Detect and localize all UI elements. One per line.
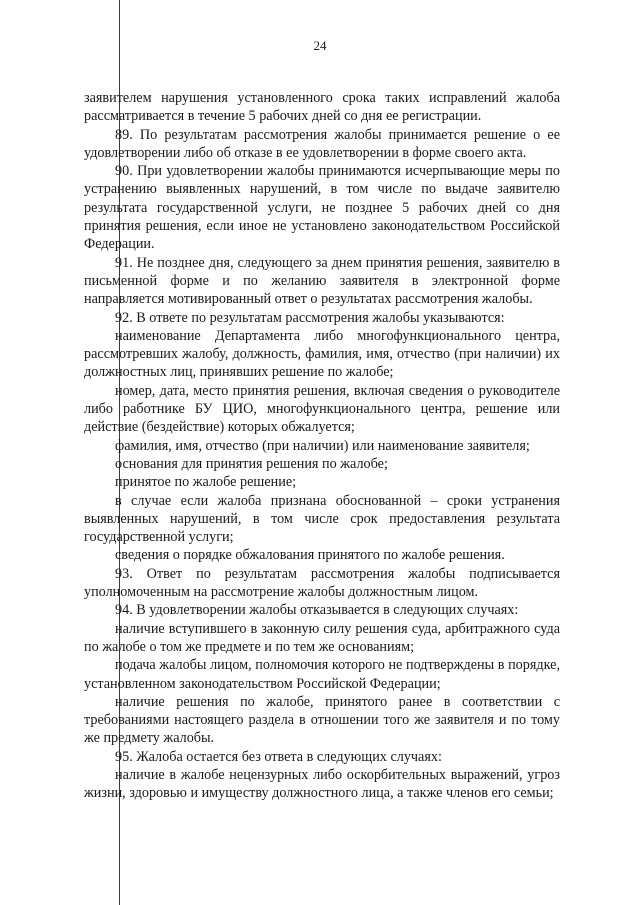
paragraph: наличие в жалобе нецензурных либо оскорбительных выражений, угроз жизни, здоровью и имуществу должностного лица, а также членов его семьи;: [84, 766, 560, 802]
paragraph: фамилия, имя, отчество (при наличии) или наименование заявителя;: [115, 437, 530, 454]
paragraph: наличие вступившего в законную силу решения суда, арбитражного суда по жалобе о том же предмете и по тем же основаниям;: [84, 620, 560, 655]
paragraph: 90. При удовлетворении жалобы принимаются исчерпывающие меры по устранению выявленных нарушений, в том числе по выдаче заявителю результата государственной услуги, не позднее 5 рабочих дней со дня принятия решения, если иное не установлено законодательством Российской Федерации.: [84, 163, 560, 253]
paragraph: заявителем нарушения установленного срока таких исправлений жалоба рассматривается в течение 5 рабочих дней со дня ее регистрации.: [84, 90, 560, 125]
paragraph: наличие решения по жалобе, принятого ранее в соответствии с требованиями настоящего раздела в отношении того же заявителя и по тому же предмету жалобы.: [84, 693, 560, 747]
paragraph: принятое по жалобе решение;: [115, 474, 297, 491]
paragraph: 93. Ответ по результатам рассмотрения жалобы подписывается уполномоченным на рассмотрение жалобы должностным лицом.: [84, 565, 560, 601]
paragraph: подача жалобы лицом, полномочия которого не подтверждены в порядке, установленном законодательством Российской Федерации;: [84, 657, 560, 692]
paragraph: основания для принятия решения по жалобе;: [115, 455, 388, 472]
document-body: [84, 89, 560, 803]
paragraph: в случае если жалоба признана обоснованной – сроки устранения выявленных нарушений, в том числе срок предоставления результата государственной услуги;: [84, 492, 560, 546]
page-number: 24: [313, 38, 327, 53]
paragraph: номер, дата, место принятия решения, включая сведения о руководителе либо работнике БУ ЦИО, многофункционального центра, решение или действие (бездействие) которых обжалуется;: [84, 382, 560, 436]
paragraph: 95. Жалоба остается без ответа в следующих случаях:: [115, 748, 442, 765]
paragraph: 94. В удовлетворении жалобы отказывается в следующих случаях:: [115, 602, 519, 619]
paragraph: сведения о порядке обжалования принятого по жалобе решения.: [115, 547, 505, 564]
paragraph: наименование Департамента либо многофункционального центра, рассмотревших жалобу, должность, фамилия, имя, отчество (при наличии) их должностных лиц, принявших решение по жалобе;: [84, 327, 560, 381]
paragraph: 91. Не позднее дня, следующего за днем принятия решения, заявителю в письменной форме и по желанию заявителя в электронной форме направляется мотивированный ответ о результатах рассмотрения жалобы.: [84, 254, 560, 308]
paragraph: 89. По результатам рассмотрения жалобы принимается решение о ее удовлетворении либо об отказе в ее удовлетворении в форме своего акта.: [84, 126, 560, 161]
paragraph: 92. В ответе по результатам рассмотрения жалобы указываются:: [115, 309, 505, 326]
